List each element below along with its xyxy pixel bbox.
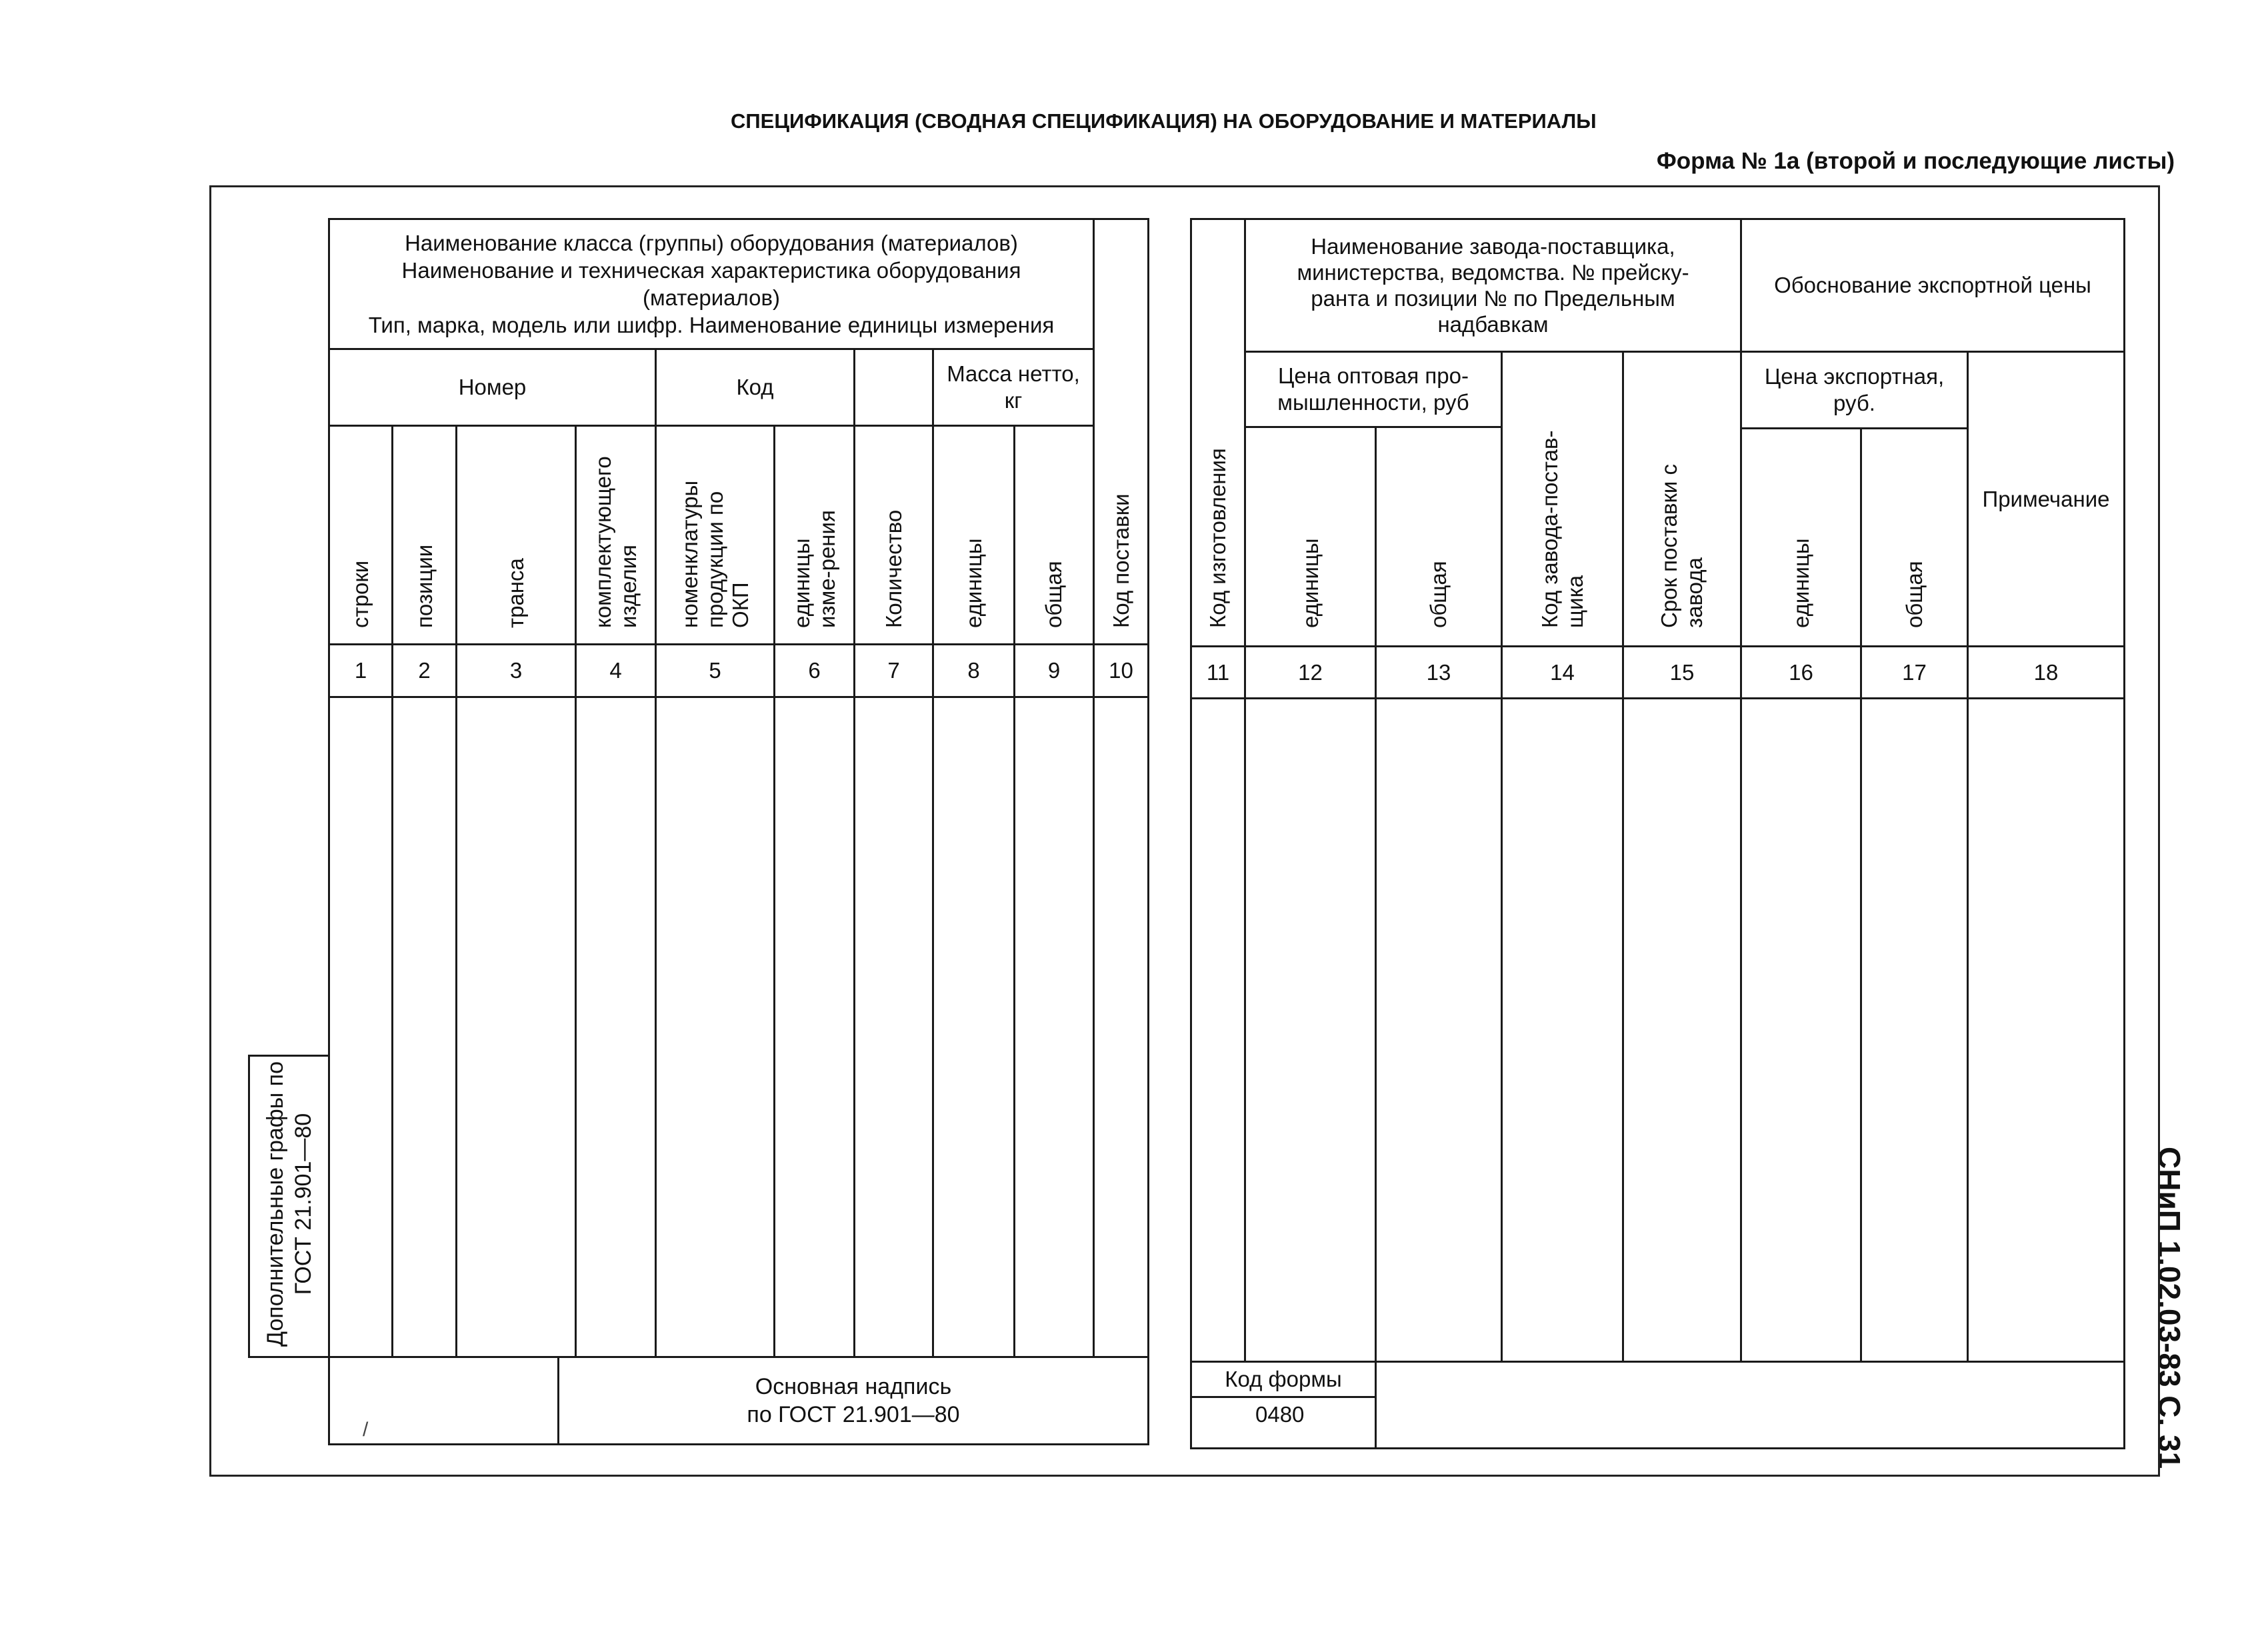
document-title: СПЕЦИФИКАЦИЯ (СВОДНАЯ СПЕЦИФИКАЦИЯ) НА ОБОРУДОВАНИЕ И МАТЕРИАЛЫ [731,109,1597,133]
form-code-value: 0480 [1255,1402,1305,1427]
col-number-10: 10 [1109,658,1133,683]
export-price-header: Цена экспортная, руб. [1764,364,1945,415]
col-number-7: 7 [887,658,900,683]
col-wholesale-total-header: общая [1426,561,1451,628]
equipment-name-header: Наименование класса (группы) оборудования (материалов) Наименование и техническая характеристика оборудования (материалов) Тип, марка, модель или шифр. Наименование единицы измерения [368,231,1055,337]
col-number-16: 16 [1789,659,1813,685]
col-rows-header: строки [348,560,373,628]
stamp-mark: / [363,1419,369,1441]
col-number-12: 12 [1298,659,1323,685]
col-number-1: 1 [354,658,367,683]
main-stamp-label: Основная надпись по ГОСТ 21.901—80 [747,1374,960,1427]
col-number-4: 4 [609,658,622,683]
side-reference: СНиП 1.02.03-83 С. 31 [2152,1147,2187,1469]
col-number-3: 3 [509,658,523,683]
col-delivery-code-header: Код поставки [1108,493,1133,628]
group-number-header: Номер [458,375,527,399]
col-quantity-header: Количество [881,509,906,628]
col-component-header: комплектующего изделия [590,456,641,628]
col-number-9: 9 [1047,658,1061,683]
supplier-header: Наименование завода-поставщика, министерства, ведомства. № прейску- ранта и позиции № по Предельным надбавкам [1297,234,1689,337]
col-mass-total-header: общая [1041,561,1066,628]
col-number-15: 15 [1669,659,1695,685]
note-header: Примечание [1982,486,2110,511]
additional-columns-label: Дополнительные графы по ГОСТ 21.901—80 [262,1061,316,1347]
col-mass-unit-header: единицы [961,538,986,628]
col-number-11: 11 [1206,659,1230,685]
col-number-8: 8 [967,658,980,683]
col-number-18: 18 [2033,659,2059,685]
form-label: Форма № 1а (второй и последующие листы) [1656,148,2175,174]
export-justification-header: Обоснование экспортной цены [1774,273,2091,297]
col-export-unit-header: единицы [1788,538,1813,628]
col-manufacture-code-header: Код изготовления [1205,448,1230,628]
col-number-2: 2 [418,658,431,683]
col-trans-header: транса [503,558,528,628]
col-number-13: 13 [1426,659,1451,685]
col-unit-header: единицы изме-рения [789,510,839,628]
col-number-5: 5 [709,658,721,683]
col-delivery-term-header: Срок поставки с завода [1657,463,1707,628]
col-nomenclature-header: номенклатуры продукции по ОКП [677,480,753,628]
col-position-header: позиции [411,544,437,628]
col-number-6: 6 [808,658,821,683]
col-number-17: 17 [1902,659,1927,685]
group-mass-header: Масса нетто, кг [947,361,1080,413]
col-wholesale-unit-header: единицы [1297,538,1323,628]
group-code-header: Код [736,375,774,399]
col-number-14: 14 [1550,659,1575,685]
col-export-total-header: общая [1901,561,1927,628]
wholesale-price-header: Цена оптовая про- мышленности, руб [1277,363,1469,415]
form-code-label: Код формы [1225,1367,1342,1391]
col-supplier-code-header: Код завода-постав-щика [1537,430,1587,628]
